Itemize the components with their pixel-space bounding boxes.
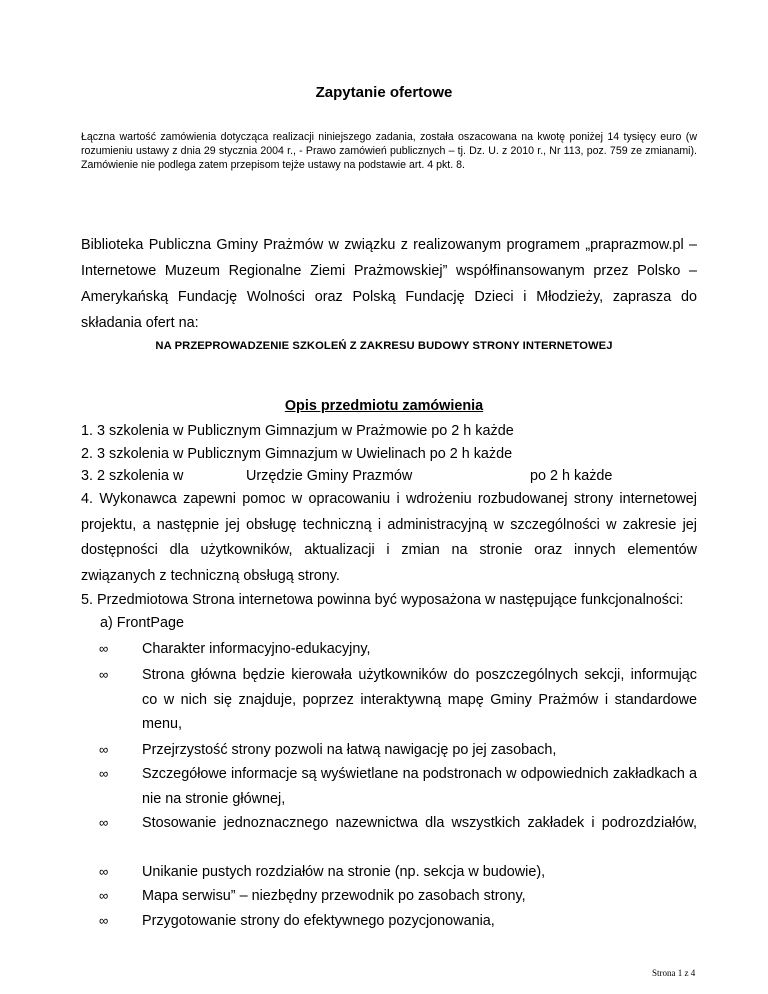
list-item-2: 2. 3 szkolenia w Publicznym Gimnazjum w Uwielinach po 2 h każde [81, 446, 513, 462]
bullet-text: Przygotowanie strony do efektywnego pozycjonowania, [142, 913, 495, 929]
page-footer: Strona 1 z 4 [652, 968, 696, 978]
list-item-1: 1. 3 szkolenia w Publicznym Gimnazjum w Prażmowie po 2 h każde [81, 423, 514, 439]
bullet-text: Charakter informacyjno-edukacyjny, [142, 641, 371, 657]
bullet-text: Stosowanie jednoznacznego nazewnictwa dla wszystkich zakładek i podrozdziałów, [142, 815, 697, 831]
bullet-item [99, 811, 697, 836]
bullet-item [99, 860, 697, 885]
bullet-text: Strona główna będzie kierowała użytkowników do poszczególnych sekcji, informując co w nich się znajduje, poprzez interaktywną mapę Gminy Prażmów i standardowe menu, [142, 667, 697, 732]
bullet-infinity-icon: ∞ [99, 667, 109, 682]
list-item-5: 5. Przedmiotowa Strona internetowa powinna być wyposażona w następujące funkcjonalności: [81, 592, 684, 608]
bullet-item [99, 738, 697, 763]
bullet-text: Mapa serwisu” – niezbędny przewodnik po zasobach strony, [142, 888, 526, 904]
sub-item-a: a) FrontPage [100, 615, 184, 631]
bullet-text: Unikanie pustych rozdziałów na stronie (np. sekcja w budowie), [142, 864, 546, 880]
bullet-infinity-icon: ∞ [99, 766, 109, 781]
bullet-infinity-icon: ∞ [99, 888, 109, 903]
intro-paragraph: Biblioteka Publiczna Gminy Prażmów w związku z realizowanym programem „praprazmow.pl – Internetowe Muzeum Regionalne Ziemi Prażmowskiej” współfinansowanym przez Polsko – Amerykańską Fundację Wolności oraz Polską Fundację Dzieci i Młodzieży, zaprasza do składania ofert na: [81, 237, 697, 331]
bullet-text: Przejrzystość strony pozwoli na łatwą nawigację po jej zasobach, [142, 742, 557, 758]
subject-banner: NA PRZEPROWADZENIE SZKOLEŃ Z ZAKRESU BUDOWY STRONY INTERNETOWEJ [155, 340, 613, 352]
bullet-item [99, 884, 697, 909]
bullet-item [99, 762, 697, 811]
page-title: Zapytanie ofertowe [315, 84, 453, 101]
list-item-3-part-c: po 2 h każde [530, 468, 613, 484]
bullet-item [99, 663, 697, 737]
list-item-3-part-a: 3. 2 szkolenia w [81, 468, 184, 484]
bullet-infinity-icon: ∞ [99, 913, 109, 928]
value-note: Łączna wartość zamówienia dotycząca realizacji niniejszego zadania, została oszacowana na kwotę poniżej 14 tysięcy euro (w rozumieniu ustawy z dnia 29 stycznia 2004 r., - Prawo zamówień publicznych – tj. Dz. U. z 2010 r., Nr 113, poz. 759 ze zmianami). Zamówienie nie podlega zatem przepisom tejże ustawy na podstawie art. 4 pkt. 8. [81, 131, 697, 171]
bullet-item [99, 909, 697, 934]
bullet-infinity-icon: ∞ [99, 742, 109, 757]
bullet-infinity-icon: ∞ [99, 641, 109, 656]
section-title: Opis przedmiotu zamówienia [284, 398, 484, 414]
list-item-3-part-b: Urzędzie Gminy Prazmów [246, 468, 413, 484]
bullet-text: Szczegółowe informacje są wyświetlane na podstronach w odpowiednich zakładkach a nie na stronie głównej, [142, 766, 697, 807]
bullet-item [99, 637, 697, 662]
bullet-infinity-icon: ∞ [99, 815, 109, 830]
list-item-4: 4. Wykonawca zapewni pomoc w opracowaniu i wdrożeniu rozbudowanej strony internetowej projektu, a następnie jej obsługę techniczną i administracyjną w szczególności w zakresie jej dostępności dla użytkowników, aktualizacji i zmian na stronie oraz innych elementów związanych z techniczną obsługą strony. [81, 491, 697, 584]
bullet-infinity-icon: ∞ [99, 864, 109, 879]
